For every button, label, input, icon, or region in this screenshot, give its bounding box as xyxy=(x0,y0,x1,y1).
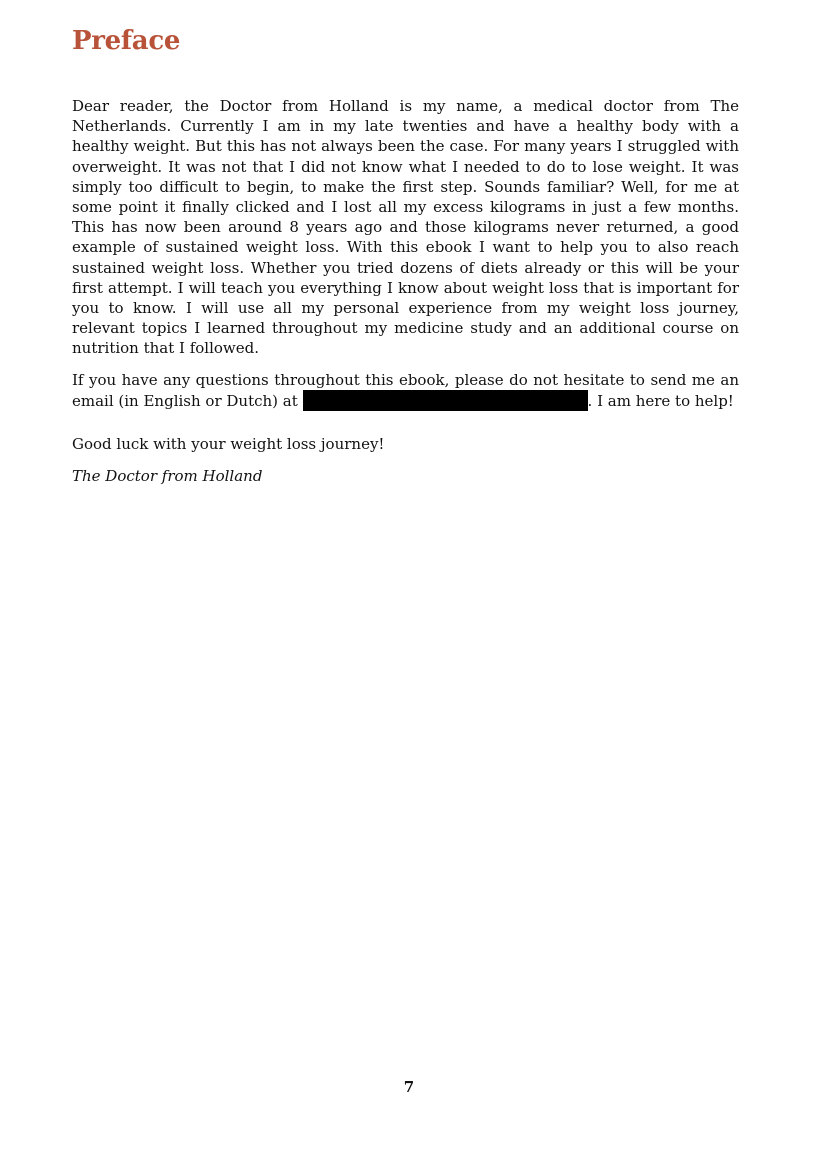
intro-paragraph: Dear reader, the Doctor from Holland is my name, a medical doctor from The Netherlands. Currently I am in my late twenties and have a healthy body with a healthy weight. But this has not always been the case. For many years I struggled with overweight. It was not that I did not know what I needed to do to lose weight. It was simply too difficult to begin, to make the first step. Sounds familiar? Well, for me at some point it finally clicked and I lost all my excess kilograms in just a few months. This has now been around 8 years ago and those kilograms never returned, a good example of sustained weight loss. With this ebook I want to help you to also reach sustained weight loss. Whether you tried dozens of diets already or this will be your first attempt. I will teach you everything I know about weight loss that is important for you to know. I will use all my personal experience from my weight loss journey, relevant topics I learned throughout my medicine study and an additional course on nutrition that I followed. xyxy=(72,97,739,358)
page-title: Preface xyxy=(72,26,181,56)
contact-paragraph xyxy=(72,370,739,411)
contact-text-after: . I am here to help! xyxy=(587,391,734,410)
document-page xyxy=(72,0,739,1149)
contact-text-before: If you have any questions throughout this ebook, please do not hesitate to send me an email (in English or Dutch) at xyxy=(72,370,739,410)
preface-body xyxy=(72,96,739,411)
closing-line: Good luck with your weight loss journey! xyxy=(72,435,385,453)
signature: The Doctor from Holland xyxy=(72,467,263,485)
page-number: 7 xyxy=(403,1078,415,1096)
redacted-email-block xyxy=(303,390,588,411)
